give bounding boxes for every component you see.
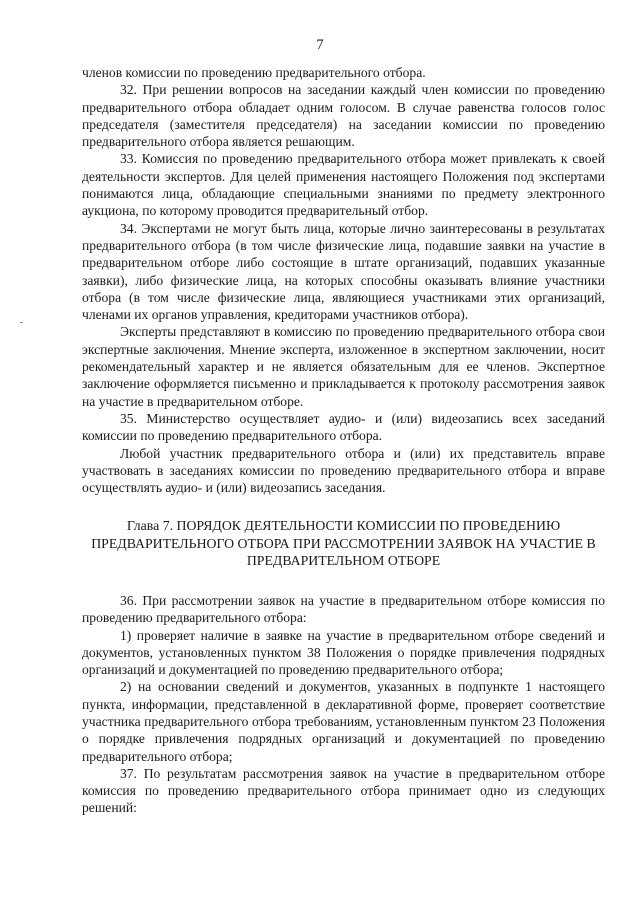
paragraph-37: 37. По результатам рассмотрения заявок на участие в предварительном отборе комиссия по проведению предварительного отбора принимает одно из следующих решений:: [82, 765, 605, 816]
margin-mark: [20, 322, 23, 323]
chapter-heading: Глава 7. ПОРЯДОК ДЕЯТЕЛЬНОСТИ КОМИССИИ ПО ПРОВЕДЕНИЮ ПРЕДВАРИТЕЛЬНОГО ОТБОРА ПРИ РАССМОТРЕНИИ ЗАЯВОК НА УЧАСТИЕ В ПРЕДВАРИТЕЛЬНОМ ОТБОРЕ: [91, 518, 596, 569]
paragraph-32: 32. При решении вопросов на заседании каждый член комиссии по проведению предварительного отбора обладает одним голосом. В случае равенства голосов голос председателя (заместителя председателя) на заседании комиссии по проведению предварительного отбора является решающим.: [82, 82, 605, 150]
paragraph-36-item-1: 1) проверяет наличие в заявке на участие в предварительном отборе сведений и документов, установленных пунктом 38 Положения о порядке привлечения подрядных организаций и документацией по проведению предварительного отбора;: [82, 627, 605, 678]
paragraph-36: 36. При рассмотрении заявок на участие в предварительном отборе комиссия по проведению предварительного отбора:: [82, 592, 605, 626]
page-number: 7: [316, 37, 324, 53]
paragraph-33: 33. Комиссия по проведению предварительного отбора может привлекать к своей деятельности экспертов. Для целей применения настоящего Положения под экспертами понимаются лица, обладающие специальными знаниями по предмету электронного аукциона, по которому проводится предварительный отбор.: [82, 151, 605, 219]
paragraph-36-item-2: 2) на основании сведений и документов, указанных в подпункте 1 настоящего пункта, информации, представленной в декларативной форме, проверяет соответствие участника предварительного отбора требованиям, установленным пунктом 23 Положения о порядке привлечения подрядных организаций и документацией по проведению предварительного отбора;: [82, 679, 605, 764]
paragraph-participant-rights: Любой участник предварительного отбора и (или) их представитель вправе участвовать в заседаниях комиссии по проведению предварительного отбора и вправе осуществлять аудио- и (или) видеозапись заседания.: [82, 445, 605, 496]
document-body: [82, 64, 605, 817]
paragraph-35: 35. Министерство осуществляет аудио- и (или) видеозапись всех заседаний комиссии по проведению предварительного отбора.: [82, 410, 605, 444]
paragraph-experts-conclusions: Эксперты представляют в комиссию по проведению предварительного отбора свои экспертные заключения. Мнение эксперта, изложенное в экспертном заключении, носит рекомендательный характер и не является обязательным для ее членов. Экспертное заключение оформляется письменно и прикладывается к протоколу рассмотрения заявок на участие в предварительном отборе.: [82, 324, 605, 409]
paragraph-continuation: членов комиссии по проведению предварительного отбора.: [82, 65, 426, 80]
paragraph-34: 34. Экспертами не могут быть лица, которые лично заинтересованы в результатах предварительного отбора (в том числе физические лица, подавшие заявки на участие в предварительном отборе либо состоящие в штате организаций, подавших указанные заявки), либо физические лица, на которых способны оказывать влияние участники отбора (в том числе физические лица, являющиеся участниками этих организаций, членами их органов управления, кредиторами участников отбора).: [82, 220, 605, 323]
